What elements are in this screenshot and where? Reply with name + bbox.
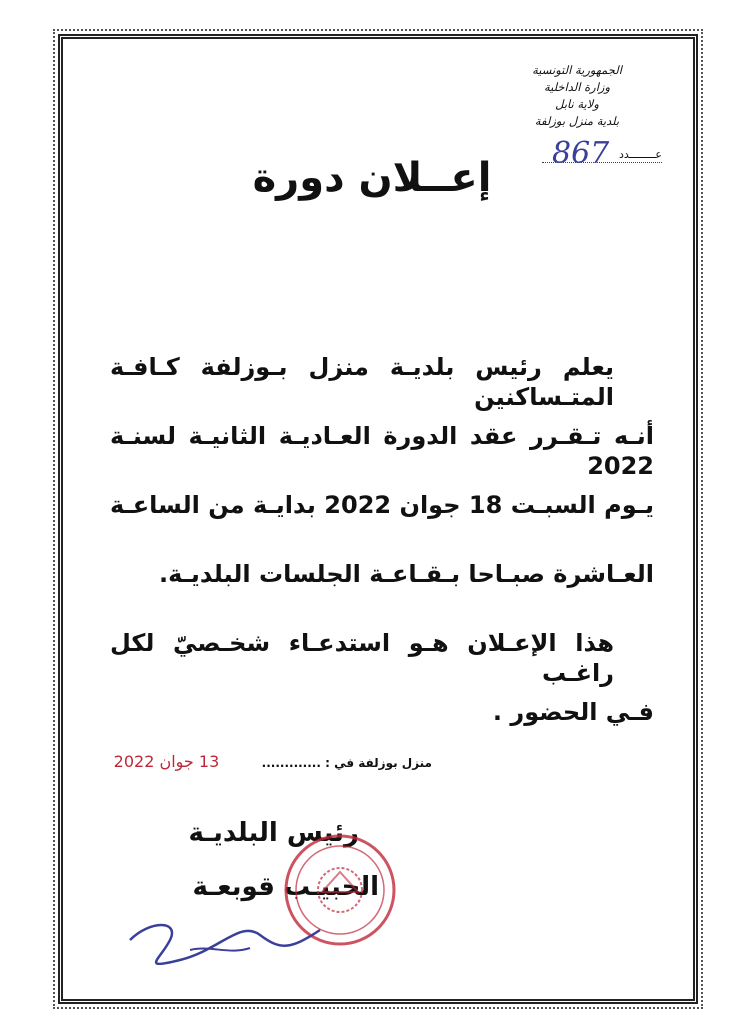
reference-number: 867	[552, 136, 610, 171]
date-value: 13 جوان 2022	[113, 752, 220, 771]
letterhead-line: بلدية منزل بوزلفة	[534, 114, 620, 128]
body-line: أنـه تـقـرر عقد الدورة العـاديـة الثانيـة لسنـة 2022	[110, 422, 654, 480]
date-label: منزل بوزلفة في : .............	[261, 756, 432, 770]
signatory-name: الحبيـب قوبعـة	[192, 872, 379, 902]
letterhead	[492, 62, 662, 130]
signatory-role: رئيس البلديـة	[188, 818, 359, 848]
announcement-body	[110, 352, 654, 766]
page-title: إعــلان دورة	[252, 155, 492, 201]
letterhead-line: وزارة الداخلية	[543, 80, 611, 94]
body-line: العـاشرة صبـاحا بـقـاعـة الجلسات البلديـة.	[159, 560, 654, 588]
body-line: هذا الإعـلان هـو استدعـاء شخـصيّ لكل راغـب	[110, 629, 614, 687]
body-line: يـوم السبـت 18 جوان 2022 بدايـة من الساعـة	[110, 491, 655, 519]
date-line	[113, 752, 432, 771]
reference-label: عــــــــدد	[618, 148, 662, 161]
letterhead-line: ولاية نابل	[555, 97, 599, 111]
body-line: يعلم رئيس بلديـة منزل بـوزلفة كـافـة المتـساكنين	[110, 353, 614, 411]
letterhead-line: الجمهورية التونسية	[532, 63, 622, 77]
handwritten-signature-icon	[120, 900, 340, 980]
body-line: فـي الحضور .	[492, 698, 654, 726]
